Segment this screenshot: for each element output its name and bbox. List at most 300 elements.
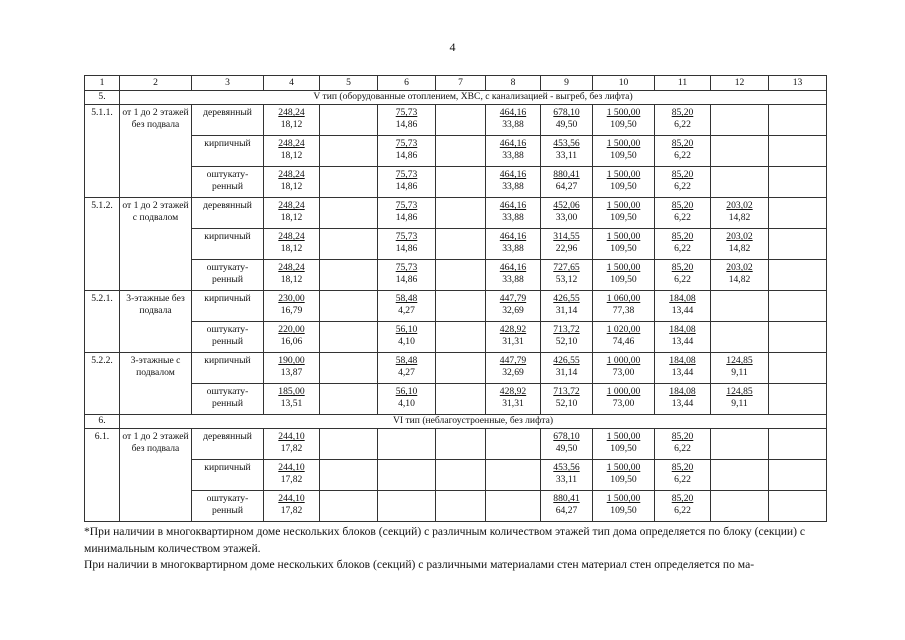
value-cell-c5	[320, 229, 378, 260]
value-cell-c11	[655, 105, 711, 136]
value-cell-c8	[486, 136, 541, 167]
rate-value: 464,16	[499, 200, 527, 211]
rate-value: 453,56	[553, 462, 580, 473]
value-cell-c8	[486, 260, 541, 291]
rate-subvalue: 18,12	[280, 212, 303, 224]
rate-value: 453,56	[553, 138, 580, 149]
value-cell-c8	[486, 229, 541, 260]
rate-value: 1 500,00	[606, 262, 641, 273]
rate-value: 85,20	[671, 231, 694, 242]
column-header: 7	[436, 76, 486, 91]
value-cell-c12	[711, 491, 769, 522]
value-cell-c12	[711, 167, 769, 198]
rate-value: 447,79	[499, 293, 527, 304]
value-cell-c7	[436, 260, 486, 291]
section-title: V тип (оборудованные отоплением, ХВС, с канализацией - выгреб, без лифта)	[120, 91, 827, 105]
wall-material: кирпичный	[192, 353, 264, 384]
value-cell-c9	[541, 105, 593, 136]
value-cell-c11	[655, 322, 711, 353]
rate-value: 1 500,00	[606, 200, 641, 211]
value-cell-c5	[320, 353, 378, 384]
value-cell-c8	[486, 429, 541, 460]
value-cell-c6	[378, 167, 436, 198]
rate-value: 230,00	[278, 293, 305, 304]
rate-value: 244,10	[278, 462, 305, 473]
value-cell-c7	[436, 167, 486, 198]
value-cell-c8	[486, 105, 541, 136]
value-cell-c10	[593, 198, 655, 229]
rate-subvalue: 32,69	[502, 367, 524, 379]
value-cell-c5	[320, 384, 378, 415]
value-cell-c9	[541, 322, 593, 353]
value-cell-c5	[320, 491, 378, 522]
section-row	[85, 415, 827, 429]
value-cell-c13	[769, 384, 827, 415]
wall-material: деревянный	[192, 198, 264, 229]
value-cell-c12	[711, 229, 769, 260]
table-row	[85, 322, 827, 353]
rate-subvalue: 64,27	[555, 505, 578, 517]
rate-value: 185,00	[278, 386, 305, 397]
rate-value: 447,79	[499, 355, 527, 366]
rate-subvalue: 31,31	[502, 336, 524, 348]
value-cell-c12	[711, 460, 769, 491]
value-cell-c11	[655, 198, 711, 229]
wall-material: деревянный	[192, 429, 264, 460]
value-cell-c10	[593, 167, 655, 198]
value-cell-c9	[541, 136, 593, 167]
rate-value: 464,16	[499, 107, 527, 118]
value-cell-c4	[264, 429, 320, 460]
rate-value: 58,48	[395, 355, 418, 366]
rate-subvalue: 53,12	[555, 274, 578, 286]
rate-subvalue: 17,82	[280, 505, 303, 517]
value-cell-c10	[593, 322, 655, 353]
rate-subvalue: 4,27	[398, 367, 415, 379]
rate-subvalue: 13,44	[671, 367, 694, 379]
rate-value: 184,08	[669, 324, 696, 335]
value-cell-c7	[436, 105, 486, 136]
rate-value: 75,73	[395, 200, 418, 211]
value-cell-c11	[655, 229, 711, 260]
rate-value: 244,10	[278, 431, 305, 442]
rate-value: 713,72	[553, 324, 580, 335]
rate-value: 184,08	[669, 355, 696, 366]
rate-subvalue: 109,50	[610, 212, 637, 224]
rate-subvalue: 14,82	[728, 243, 751, 255]
value-cell-c8	[486, 198, 541, 229]
rate-value: 428,92	[499, 324, 527, 335]
table-row	[85, 460, 827, 491]
value-cell-c4	[264, 198, 320, 229]
rate-subvalue: 6,22	[674, 212, 691, 224]
rate-subvalue: 14,86	[395, 181, 418, 193]
rate-value: 85,20	[671, 169, 694, 180]
rate-value: 75,73	[395, 169, 418, 180]
rate-value: 1 000,00	[606, 386, 641, 397]
rate-subvalue: 73,00	[612, 367, 635, 379]
value-cell-c6	[378, 429, 436, 460]
rate-subvalue: 33,88	[502, 274, 524, 286]
value-cell-c7	[436, 353, 486, 384]
rate-subvalue: 6,22	[674, 443, 691, 455]
column-header: 13	[769, 76, 827, 91]
value-cell-c5	[320, 136, 378, 167]
column-header: 3	[192, 76, 264, 91]
rate-subvalue: 109,50	[610, 274, 637, 286]
rate-subvalue: 52,10	[555, 336, 578, 348]
value-cell-c11	[655, 353, 711, 384]
rate-value: 248,24	[278, 107, 305, 118]
wall-material: оштукату-ренный	[192, 322, 264, 353]
value-cell-c12	[711, 105, 769, 136]
rate-subvalue: 13,44	[671, 398, 694, 410]
rate-subvalue: 13,44	[671, 305, 694, 317]
value-cell-c4	[264, 491, 320, 522]
value-cell-c4	[264, 167, 320, 198]
rate-subvalue: 6,22	[674, 474, 691, 486]
item-description: 3-этажные с подвалом	[120, 353, 192, 415]
value-cell-c7	[436, 136, 486, 167]
rate-value: 56,10	[395, 386, 418, 397]
rate-value: 1 060,00	[606, 293, 641, 304]
value-cell-c11	[655, 429, 711, 460]
section-number: 5.	[85, 91, 120, 105]
value-cell-c12	[711, 384, 769, 415]
rate-subvalue: 13,44	[671, 336, 694, 348]
rate-subvalue: 33,00	[555, 212, 578, 224]
rate-subvalue: 6,22	[674, 181, 691, 193]
rate-subvalue: 32,69	[502, 305, 524, 317]
page-number: 4	[449, 40, 456, 54]
value-cell-c4	[264, 353, 320, 384]
value-cell-c12	[711, 429, 769, 460]
value-cell-c6	[378, 229, 436, 260]
rate-subvalue: 109,50	[610, 181, 637, 193]
value-cell-c13	[769, 429, 827, 460]
value-cell-c12	[711, 136, 769, 167]
value-cell-c9	[541, 460, 593, 491]
value-cell-c12	[711, 353, 769, 384]
column-header: 12	[711, 76, 769, 91]
rate-subvalue: 14,86	[395, 119, 418, 131]
value-cell-c9	[541, 429, 593, 460]
rate-value: 75,73	[395, 138, 418, 149]
rate-subvalue: 109,50	[610, 443, 637, 455]
table-row	[85, 429, 827, 460]
rate-subvalue: 13,51	[280, 398, 303, 410]
rate-subvalue: 14,86	[395, 150, 418, 162]
item-code: 5.1.1.	[85, 105, 120, 198]
value-cell-c6	[378, 460, 436, 491]
rate-subvalue: 31,14	[555, 305, 578, 317]
item-code: 5.2.2.	[85, 353, 120, 415]
value-cell-c13	[769, 105, 827, 136]
rate-subvalue: 109,50	[610, 505, 637, 517]
wall-material: кирпичный	[192, 291, 264, 322]
value-cell-c13	[769, 136, 827, 167]
rate-value: 452,06	[553, 200, 580, 211]
value-cell-c12	[711, 322, 769, 353]
value-cell-c5	[320, 322, 378, 353]
value-cell-c7	[436, 491, 486, 522]
value-cell-c7	[436, 229, 486, 260]
value-cell-c13	[769, 167, 827, 198]
footnotes	[84, 524, 854, 574]
rate-value: 85,20	[671, 462, 694, 473]
rate-value: 464,16	[499, 138, 527, 149]
wall-material: кирпичный	[192, 136, 264, 167]
rate-subvalue: 64,27	[555, 181, 578, 193]
rate-value: 678,10	[553, 431, 580, 442]
value-cell-c11	[655, 260, 711, 291]
column-header: 6	[378, 76, 436, 91]
value-cell-c7	[436, 322, 486, 353]
value-cell-c6	[378, 136, 436, 167]
rate-value: 75,73	[395, 231, 418, 242]
rate-value: 58,48	[395, 293, 418, 304]
value-cell-c11	[655, 291, 711, 322]
rate-subvalue: 33,11	[555, 474, 578, 486]
table-row	[85, 491, 827, 522]
value-cell-c7	[436, 460, 486, 491]
value-cell-c5	[320, 429, 378, 460]
rate-subvalue: 33,11	[555, 150, 578, 162]
rate-subvalue: 14,82	[728, 212, 751, 224]
rate-subvalue: 14,86	[395, 243, 418, 255]
rate-value: 190,00	[278, 355, 305, 366]
rate-subvalue: 31,31	[502, 398, 524, 410]
rate-value: 713,72	[553, 386, 580, 397]
value-cell-c11	[655, 460, 711, 491]
value-cell-c7	[436, 384, 486, 415]
rate-subvalue: 14,86	[395, 212, 418, 224]
rate-subvalue: 18,12	[280, 181, 303, 193]
value-cell-c10	[593, 491, 655, 522]
value-cell-c9	[541, 198, 593, 229]
table-row	[85, 136, 827, 167]
rate-value: 85,20	[671, 431, 694, 442]
value-cell-c12	[711, 291, 769, 322]
item-description: от 1 до 2 этажей без подвала	[120, 105, 192, 198]
rate-subvalue: 31,14	[555, 367, 578, 379]
rate-value: 1 500,00	[606, 431, 641, 442]
rate-subvalue: 14,82	[728, 274, 751, 286]
footnote-divider	[84, 521, 174, 522]
rate-value: 56,10	[395, 324, 418, 335]
column-header: 11	[655, 76, 711, 91]
rate-subvalue: 49,50	[555, 119, 578, 131]
value-cell-c6	[378, 384, 436, 415]
value-cell-c4	[264, 460, 320, 491]
rate-value: 1 500,00	[606, 169, 641, 180]
table-row	[85, 353, 827, 384]
rate-value: 203,02	[726, 231, 753, 242]
rate-subvalue: 33,88	[502, 243, 524, 255]
value-cell-c5	[320, 198, 378, 229]
value-cell-c4	[264, 291, 320, 322]
value-cell-c7	[436, 198, 486, 229]
rate-subvalue: 6,22	[674, 505, 691, 517]
wall-material: оштукату-ренный	[192, 384, 264, 415]
rate-value: 727,65	[553, 262, 580, 273]
value-cell-c6	[378, 105, 436, 136]
value-cell-c5	[320, 105, 378, 136]
rate-value: 184,08	[669, 386, 696, 397]
value-cell-c7	[436, 291, 486, 322]
header-row	[85, 76, 827, 91]
item-code: 5.1.2.	[85, 198, 120, 291]
rate-subvalue: 14,86	[395, 274, 418, 286]
value-cell-c10	[593, 460, 655, 491]
rate-subvalue: 4,10	[398, 398, 415, 410]
value-cell-c10	[593, 429, 655, 460]
wall-material: оштукату-ренный	[192, 260, 264, 291]
value-cell-c4	[264, 105, 320, 136]
rate-value: 428,92	[499, 386, 527, 397]
rate-value: 85,20	[671, 138, 694, 149]
table-row	[85, 105, 827, 136]
rate-value: 85,20	[671, 200, 694, 211]
value-cell-c9	[541, 384, 593, 415]
rate-subvalue: 9,11	[731, 398, 748, 410]
rate-value: 248,24	[278, 169, 305, 180]
value-cell-c9	[541, 353, 593, 384]
value-cell-c5	[320, 260, 378, 291]
rate-value: 1 500,00	[606, 231, 641, 242]
value-cell-c8	[486, 291, 541, 322]
column-header: 2	[120, 76, 192, 91]
value-cell-c10	[593, 291, 655, 322]
rate-subvalue: 22,96	[555, 243, 578, 255]
wall-material: оштукату-ренный	[192, 167, 264, 198]
rate-value: 220,00	[278, 324, 305, 335]
rate-subvalue: 109,50	[610, 119, 637, 131]
value-cell-c11	[655, 384, 711, 415]
column-header: 10	[593, 76, 655, 91]
rate-subvalue: 18,12	[280, 243, 303, 255]
rate-value: 1 500,00	[606, 493, 641, 504]
rate-subvalue: 109,50	[610, 243, 637, 255]
rate-subvalue: 6,22	[674, 274, 691, 286]
rate-subvalue: 73,00	[612, 398, 635, 410]
rate-value: 1 500,00	[606, 107, 641, 118]
value-cell-c13	[769, 353, 827, 384]
value-cell-c4	[264, 229, 320, 260]
value-cell-c10	[593, 136, 655, 167]
rate-value: 248,24	[278, 262, 305, 273]
value-cell-c13	[769, 491, 827, 522]
value-cell-c4	[264, 136, 320, 167]
column-header: 5	[320, 76, 378, 91]
rate-subvalue: 18,12	[280, 150, 303, 162]
rate-value: 1 020,00	[606, 324, 641, 335]
value-cell-c13	[769, 198, 827, 229]
value-cell-c9	[541, 229, 593, 260]
value-cell-c4	[264, 260, 320, 291]
rate-value: 248,24	[278, 200, 305, 211]
table-row	[85, 229, 827, 260]
rate-subvalue: 18,12	[280, 119, 303, 131]
value-cell-c13	[769, 260, 827, 291]
wall-material: оштукату-ренный	[192, 491, 264, 522]
value-cell-c8	[486, 353, 541, 384]
rate-subvalue: 18,12	[280, 274, 303, 286]
rate-value: 678,10	[553, 107, 580, 118]
wall-material: деревянный	[192, 105, 264, 136]
rate-value: 426,55	[553, 355, 580, 366]
value-cell-c13	[769, 322, 827, 353]
rate-subvalue: 74,46	[612, 336, 635, 348]
rate-subvalue: 33,88	[502, 212, 524, 224]
section-number: 6.	[85, 415, 120, 429]
value-cell-c8	[486, 384, 541, 415]
rate-value: 203,02	[726, 262, 753, 273]
value-cell-c8	[486, 460, 541, 491]
rate-value: 124,85	[726, 386, 753, 397]
value-cell-c6	[378, 260, 436, 291]
table-row	[85, 260, 827, 291]
rate-value: 464,16	[499, 231, 527, 242]
value-cell-c11	[655, 491, 711, 522]
rate-value: 184,08	[669, 293, 696, 304]
rate-subvalue: 9,11	[731, 367, 748, 379]
value-cell-c12	[711, 260, 769, 291]
rate-subvalue: 109,50	[610, 474, 637, 486]
value-cell-c9	[541, 291, 593, 322]
section-row	[85, 91, 827, 105]
column-header: 8	[486, 76, 541, 91]
value-cell-c9	[541, 491, 593, 522]
rate-value: 203,02	[726, 200, 753, 211]
rate-subvalue: 17,82	[280, 474, 303, 486]
rate-subvalue: 6,22	[674, 150, 691, 162]
value-cell-c13	[769, 229, 827, 260]
rate-subvalue: 52,10	[555, 398, 578, 410]
column-header: 4	[264, 76, 320, 91]
wall-material: кирпичный	[192, 460, 264, 491]
value-cell-c5	[320, 291, 378, 322]
rate-subvalue: 16,06	[280, 336, 303, 348]
rate-subvalue: 109,50	[610, 150, 637, 162]
value-cell-c10	[593, 353, 655, 384]
value-cell-c10	[593, 384, 655, 415]
item-code: 5.2.1.	[85, 291, 120, 353]
rate-subvalue: 6,22	[674, 119, 691, 131]
rate-subvalue: 49,50	[555, 443, 578, 455]
rate-value: 124,85	[726, 355, 753, 366]
wall-material: кирпичный	[192, 229, 264, 260]
value-cell-c10	[593, 105, 655, 136]
rate-value: 426,55	[553, 293, 580, 304]
footnote-1: *При наличии в многоквартирном доме нескольких блоков (секций) с различным количеством этажей тип дома определяется по блоку (секции) с минимальным количеством этажей.	[84, 525, 806, 555]
rate-value: 85,20	[671, 262, 694, 273]
table-body	[85, 76, 827, 522]
value-cell-c11	[655, 136, 711, 167]
table-row	[85, 384, 827, 415]
value-cell-c8	[486, 491, 541, 522]
rate-subvalue: 13,87	[280, 367, 303, 379]
rate-value: 464,16	[499, 262, 527, 273]
item-description: 3-этажные без подвала	[120, 291, 192, 353]
value-cell-c7	[436, 429, 486, 460]
table-row	[85, 198, 827, 229]
item-code: 6.1.	[85, 429, 120, 522]
rate-value: 244,10	[278, 493, 305, 504]
value-cell-c4	[264, 322, 320, 353]
value-cell-c11	[655, 167, 711, 198]
rate-subvalue: 33,88	[502, 181, 524, 193]
